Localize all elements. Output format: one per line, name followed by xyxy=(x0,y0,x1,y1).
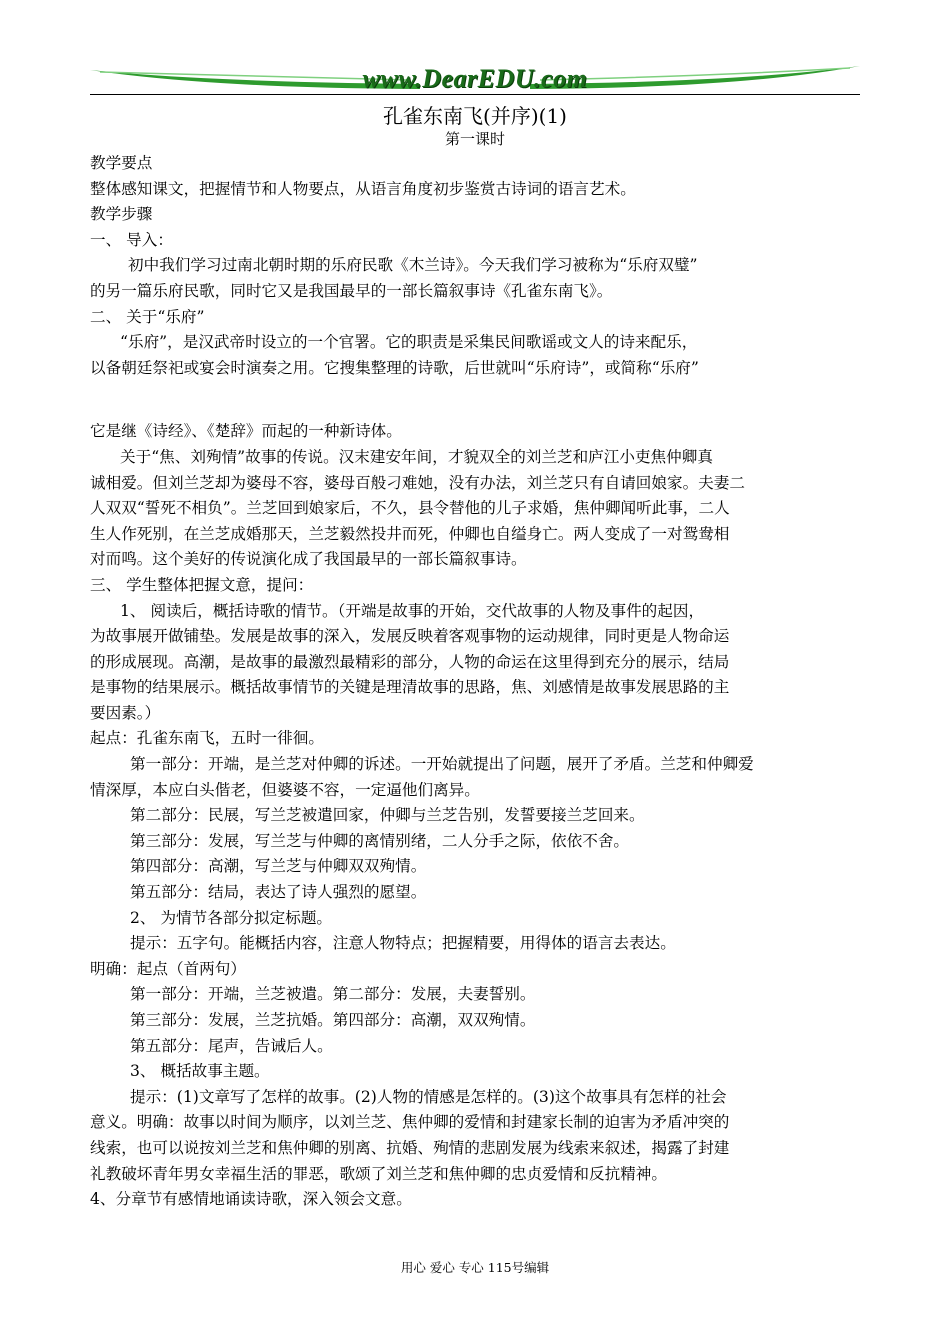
page-footer: 用心 爱心 专心 115号编辑 xyxy=(400,1260,550,1275)
text-line: 教学步骤 xyxy=(90,205,153,224)
text-line: 要因素。） xyxy=(90,703,161,722)
text-line: 第三部分：发展，兰芝抗婚。第四部分：高潮，双双殉情。 xyxy=(130,1011,536,1029)
text-line: 第四部分：高潮，写兰芝与仲卿双双殉情。 xyxy=(130,857,427,876)
text-line: 对而鸣。这个美好的传说演化成了我国最早的一部长篇叙事诗。 xyxy=(90,550,527,569)
text-line: 4、分章节有感情地诵读诗歌，深入领会文意。 xyxy=(90,1190,412,1209)
text-line: 线索，也可以说按刘兰芝和焦仲卿的别离、抗婚、殉情的悲剧发展为线索来叙述，揭露了封建 xyxy=(90,1138,730,1157)
text-line: 第一部分：开端，是兰芝对仲卿的诉述。一开始就提出了问题，展开了矛盾。兰芝和仲卿爱 xyxy=(130,755,754,774)
text-line: 它是继《诗经》、《楚辞》而起的一种新诗体。 xyxy=(90,422,402,441)
text-line: 人双双“誓死不相负”。兰芝回到娘家后，不久，县令替他的儿子求婚，焦仲卿闻听此事，二人 xyxy=(90,499,730,518)
document-body xyxy=(90,151,860,1213)
text-line: 为故事展开做铺垫。发展是故事的深入，发展反映着客观事物的运动规律，同时更是人物命运 xyxy=(90,627,730,646)
text-line: 整体感知课文，把握情节和人物要点，从语言角度初步鉴赏古诗词的语言艺术。 xyxy=(90,179,636,198)
document-title: 孔雀东南飞(并序)(1) xyxy=(383,104,567,128)
header-rule xyxy=(90,94,860,95)
text-line: 礼教破坏青年男女幸福生活的罪恶，歌颂了刘兰芝和焦仲卿的忠贞爱情和反抗精神。 xyxy=(90,1164,667,1183)
text-line: 初中我们学习过南北朝时期的乐府民歌《木兰诗》。今天我们学习被称为“乐府双璧” xyxy=(128,256,698,275)
text-line: 明确：起点（首两句） xyxy=(90,959,246,978)
text-line: 是事物的结果展示。概括故事情节的关键是理清故事的思路，焦、刘感情是故事发展思路的主 xyxy=(90,678,730,697)
text-line: 起点：孔雀东南飞，五时一徘徊。 xyxy=(90,729,324,748)
text-line: 的另一篇乐府民歌，同时它又是我国最早的一部长篇叙事诗《孔雀东南飞》。 xyxy=(90,281,613,300)
text-line: 第一部分：开端，兰芝被遣。第二部分：发展，夫妻誓别。 xyxy=(130,985,536,1004)
text-line: 教学要点 xyxy=(90,154,153,172)
text-line: 第三部分：发展，写兰芝与仲卿的离情别绪，二人分手之际，依依不舍。 xyxy=(130,831,630,850)
site-logo[interactable]: www.DearEDU.com xyxy=(362,64,588,93)
blank-gap xyxy=(90,381,860,419)
header-banner xyxy=(90,58,860,94)
document-page xyxy=(90,58,860,1213)
text-line: 第二部分：民展，写兰芝被遣回家，仲卿与兰芝告别，发誓要接兰芝回来。 xyxy=(130,806,645,825)
document-subtitle: 第一课时 xyxy=(444,130,505,148)
text-line: 第五部分：结局，表达了诗人强烈的愿望。 xyxy=(130,883,427,902)
text-line: 第五部分：尾声，告诫后人。 xyxy=(130,1036,333,1055)
text-line: 诚相爱。但刘兰芝却为婆母不容，婆母百般刁难她，没有办法，刘兰芝只有自请回娘家。夫妻二 xyxy=(90,473,745,492)
text-line: 三、 学生整体把握文意，提问： xyxy=(90,575,314,594)
text-line: 的形成展现。高潮，是故事的最激烈最精彩的部分，人物的命运在这里得到充分的展示，结局 xyxy=(90,652,730,671)
text-line: 意义。明确：故事以时间为顺序，以刘兰芝、焦仲卿的爱情和封建家长制的迫害为矛盾冲突的 xyxy=(90,1113,730,1132)
text-line: “乐府”，是汉武帝时设立的一个官署。它的职责是采集民间歌谣或文人的诗来配乐， xyxy=(120,333,698,352)
text-line: 生人作死别，在兰芝成婚那天，兰芝毅然投井而死，仲卿也自缢身亡。两人变成了一对鸳鸯相 xyxy=(90,524,730,543)
text-line: 2、 为情节各部分拟定标题。 xyxy=(130,908,333,927)
text-line: 情深厚，本应白头偕老，但婆婆不容，一定逼他们离异。 xyxy=(90,780,480,799)
text-line: 关于“焦、刘殉情”故事的传说。汉末建安年间，才貌双全的刘兰芝和庐江小吏焦仲卿真 xyxy=(120,447,713,466)
text-line: 以备朝廷祭祀或宴会时演奏之用。它搜集整理的诗歌，后世就叫“乐府诗”，或简称“乐府” xyxy=(90,358,699,377)
text-line: 提示：五字句。能概括内容，注意人物特点；把握精要，用得体的语言去表达。 xyxy=(130,934,676,953)
text-line: 提示：(1)文章写了怎样的故事。(2)人物的情感是怎样的。(3)这个故事具有怎样的社会 xyxy=(130,1087,727,1106)
text-line: 二、 关于“乐府” xyxy=(90,307,205,326)
text-line: 3、 概括故事主题。 xyxy=(130,1062,270,1081)
text-line: 1、 阅读后，概括诗歌的情节。（开端是故事的开始，交代故事的人物及事件的起因， xyxy=(120,601,705,620)
text-line: 一、 导入： xyxy=(90,230,173,249)
